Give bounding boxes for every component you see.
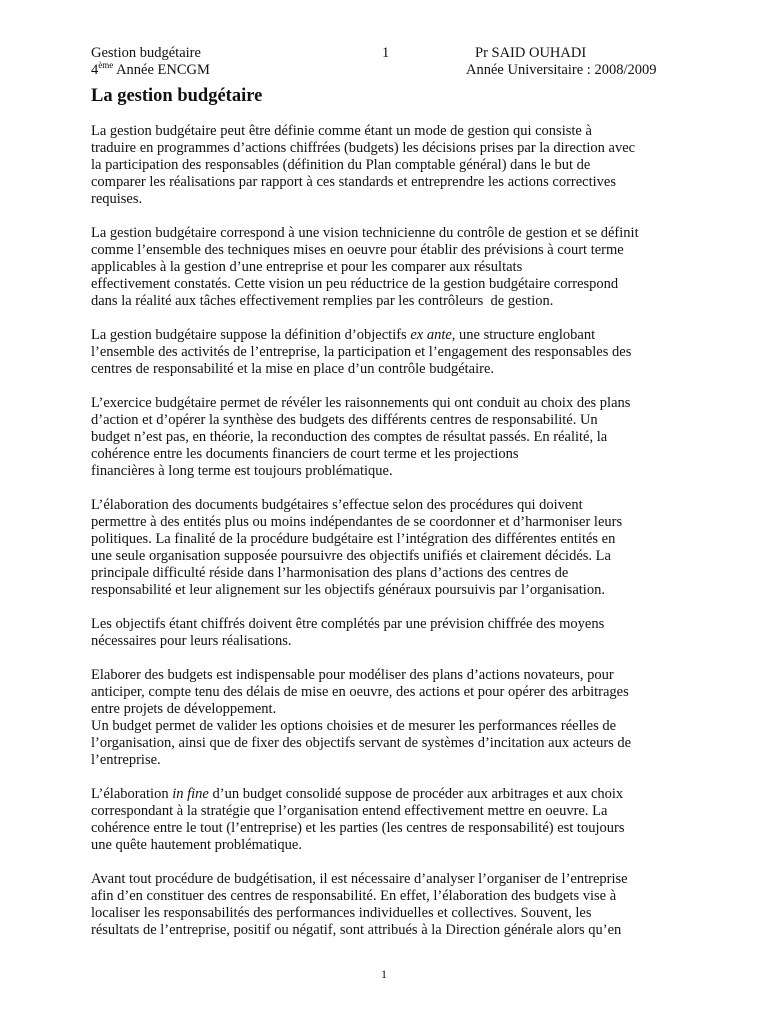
paragraph-line (91, 684, 691, 701)
paragraph-line (91, 616, 691, 633)
paragraph-line (91, 395, 691, 412)
text-segment: l’ensemble des activités de l’entreprise, la participation et l’engagement des responsables des (91, 344, 632, 360)
header-level-sup: ème (98, 60, 114, 70)
header-level-num: 4 (91, 62, 99, 78)
paragraph-line (91, 752, 691, 769)
header-course: Gestion budgétaire (91, 45, 201, 61)
paragraph-line (91, 633, 691, 650)
paragraph-line (91, 327, 691, 344)
paragraph-line (91, 446, 691, 463)
text-segment: La gestion budgétaire correspond à une vision technicienne du contrôle de gestion et se définit (91, 225, 639, 241)
header-academic-year: Année Universitaire : 2008/2009 (466, 62, 657, 78)
text-segment: La gestion budgétaire suppose la définition d’objectifs (91, 327, 411, 343)
text-segment: anticiper, compte tenu des délais de mise en oeuvre, des actions et pour opérer des arbitrages (91, 684, 629, 700)
paragraph-line (91, 922, 691, 939)
text-segment: Les objectifs étant chiffrés doivent être complétés par une prévision chiffrée des moyens (91, 616, 605, 632)
document-title: La gestion budgétaire (91, 86, 263, 106)
paragraph-line (91, 701, 691, 718)
text-segment: budget n’est pas, en théorie, la reconduction des comptes de résultat passés. En réalité, la (91, 429, 608, 445)
header-level (91, 62, 210, 79)
paragraph-line (91, 429, 691, 446)
text-segment: une quête hautement problématique. (91, 837, 302, 853)
paragraph (91, 497, 691, 599)
text-segment: l’entreprise. (91, 752, 161, 768)
paragraph-line (91, 837, 691, 854)
paragraph-line (91, 565, 691, 582)
text-segment: L’exercice budgétaire permet de révéler les raisonnements qui ont conduit au choix des plans (91, 395, 631, 411)
paragraph-line (91, 174, 691, 191)
italic-term: in fine (172, 786, 209, 802)
paragraph (91, 123, 691, 208)
paragraph-line (91, 888, 691, 905)
text-segment: Elaborer des budgets est indispensable pour modéliser des plans d’actions novateurs, pour (91, 667, 614, 683)
paragraph-line (91, 293, 691, 310)
footer-page-number: 1 (381, 967, 387, 981)
text-segment: comme l’ensemble des techniques mises en oeuvre pour établir des prévisions à court terme (91, 242, 624, 258)
paragraph (91, 327, 691, 378)
text-segment: correspondant à la stratégie que l’organisation entend effectivement mettre en oeuvre. La (91, 803, 608, 819)
document-body (91, 123, 691, 956)
text-segment: L’élaboration des documents budgétaires s’effectue selon des procédures qui doivent (91, 497, 583, 513)
text-segment: Un budget permet de valider les options choisies et de mesurer les performances réelles de (91, 718, 617, 734)
text-segment: applicables à la gestion d’une entreprise et pour les comparer aux résultats (91, 259, 523, 275)
text-segment: cohérence entre les documents financiers de court terme et les projections (91, 446, 519, 462)
text-segment: requises. (91, 191, 143, 207)
paragraph (91, 718, 691, 769)
text-segment: d’un budget consolidé suppose de procéder aux arbitrages et aux choix (208, 786, 624, 802)
paragraph-line (91, 276, 691, 293)
text-segment: , une structure englobant (451, 327, 596, 343)
paragraph-line (91, 259, 691, 276)
paragraph-line (91, 191, 691, 208)
text-segment: responsabilité et leur alignement sur les objectifs généraux poursuivis par l’organisation. (91, 582, 605, 598)
text-segment: permettre à des entités plus ou moins indépendantes de se coordonner et d’harmoniser leurs (91, 514, 623, 530)
header-page-number: 1 (382, 45, 390, 61)
paragraph-line (91, 718, 691, 735)
text-segment: financières à long terme est toujours problématique. (91, 463, 393, 479)
paragraph-line (91, 225, 691, 242)
paragraph-line (91, 667, 691, 684)
paragraph-line (91, 871, 691, 888)
text-segment: entre projets de développement. (91, 701, 277, 717)
paragraph (91, 616, 691, 650)
text-segment: La gestion budgétaire peut être définie comme étant un mode de gestion qui consiste à (91, 123, 592, 139)
text-segment: centres de responsabilité et la mise en place d’un contrôle budgétaire. (91, 361, 495, 377)
paragraph-line (91, 140, 691, 157)
paragraph-line (91, 497, 691, 514)
paragraph (91, 395, 691, 480)
text-segment: nécessaires pour leurs réalisations. (91, 633, 292, 649)
paragraph-line (91, 803, 691, 820)
paragraph-line (91, 531, 691, 548)
text-segment: afin d’en constituer des centres de responsabilité. En effet, l’élaboration des budgets vise à (91, 888, 617, 904)
paragraph-line (91, 582, 691, 599)
italic-term: ex ante (410, 327, 452, 343)
paragraph-line (91, 735, 691, 752)
paragraph-line (91, 412, 691, 429)
text-segment: politiques. La finalité de la procédure budgétaire est l’intégration des différentes entités en (91, 531, 616, 547)
text-segment: dans la réalité aux tâches effectivement remplies par les contrôleurs de gestion. (91, 293, 554, 309)
text-segment: Avant tout procédure de budgétisation, il est nécessaire d’analyser l’organiser de l’entreprise (91, 871, 628, 887)
text-segment: la participation des responsables (définition du Plan comptable général) dans le but de (91, 157, 591, 173)
paragraph-line (91, 905, 691, 922)
text-segment: traduire en programmes d’actions chiffrées (budgets) les décisions prises par la direction avec (91, 140, 636, 156)
header-level-rest: Année ENCGM (113, 62, 210, 78)
paragraph-line (91, 123, 691, 140)
text-segment: résultats de l’entreprise, positif ou négatif, sont attribués à la Direction générale alors qu’en (91, 922, 622, 938)
paragraph-line (91, 514, 691, 531)
paragraph-line (91, 157, 691, 174)
paragraph (91, 225, 691, 310)
text-segment: d’action et d’opérer la synthèse des budgets des différents centres de responsabilité. Un (91, 412, 598, 428)
text-segment: l’organisation, ainsi que de fixer des objectifs servant de systèmes d’incitation aux acteurs de (91, 735, 632, 751)
paragraph-line (91, 361, 691, 378)
text-segment: comparer les réalisations par rapport à ces standards et entreprendre les actions correctives (91, 174, 616, 190)
text-segment: localiser les responsabilités des performances individuelles et collectives. Souvent, les (91, 905, 592, 921)
paragraph-line (91, 344, 691, 361)
paragraph (91, 667, 691, 718)
paragraph-line (91, 548, 691, 565)
header-author: Pr SAID OUHADI (475, 45, 587, 61)
paragraph-line (91, 242, 691, 259)
paragraph (91, 871, 691, 939)
text-segment: L’élaboration (91, 786, 173, 802)
text-segment: principale difficulté réside dans l’harmonisation des plans d’actions des centres de (91, 565, 569, 581)
text-segment: une seule organisation supposée poursuivre des objectifs unifiés et clairement décidés. La (91, 548, 611, 564)
paragraph-line (91, 786, 691, 803)
text-segment: effectivement constatés. Cette vision un peu réductrice de la gestion budgétaire correspond (91, 276, 619, 292)
paragraph-line (91, 463, 691, 480)
paragraph (91, 786, 691, 854)
text-segment: cohérence entre le tout (l’entreprise) et les parties (les centres de responsabilité) est toujours (91, 820, 625, 836)
paragraph-line (91, 820, 691, 837)
